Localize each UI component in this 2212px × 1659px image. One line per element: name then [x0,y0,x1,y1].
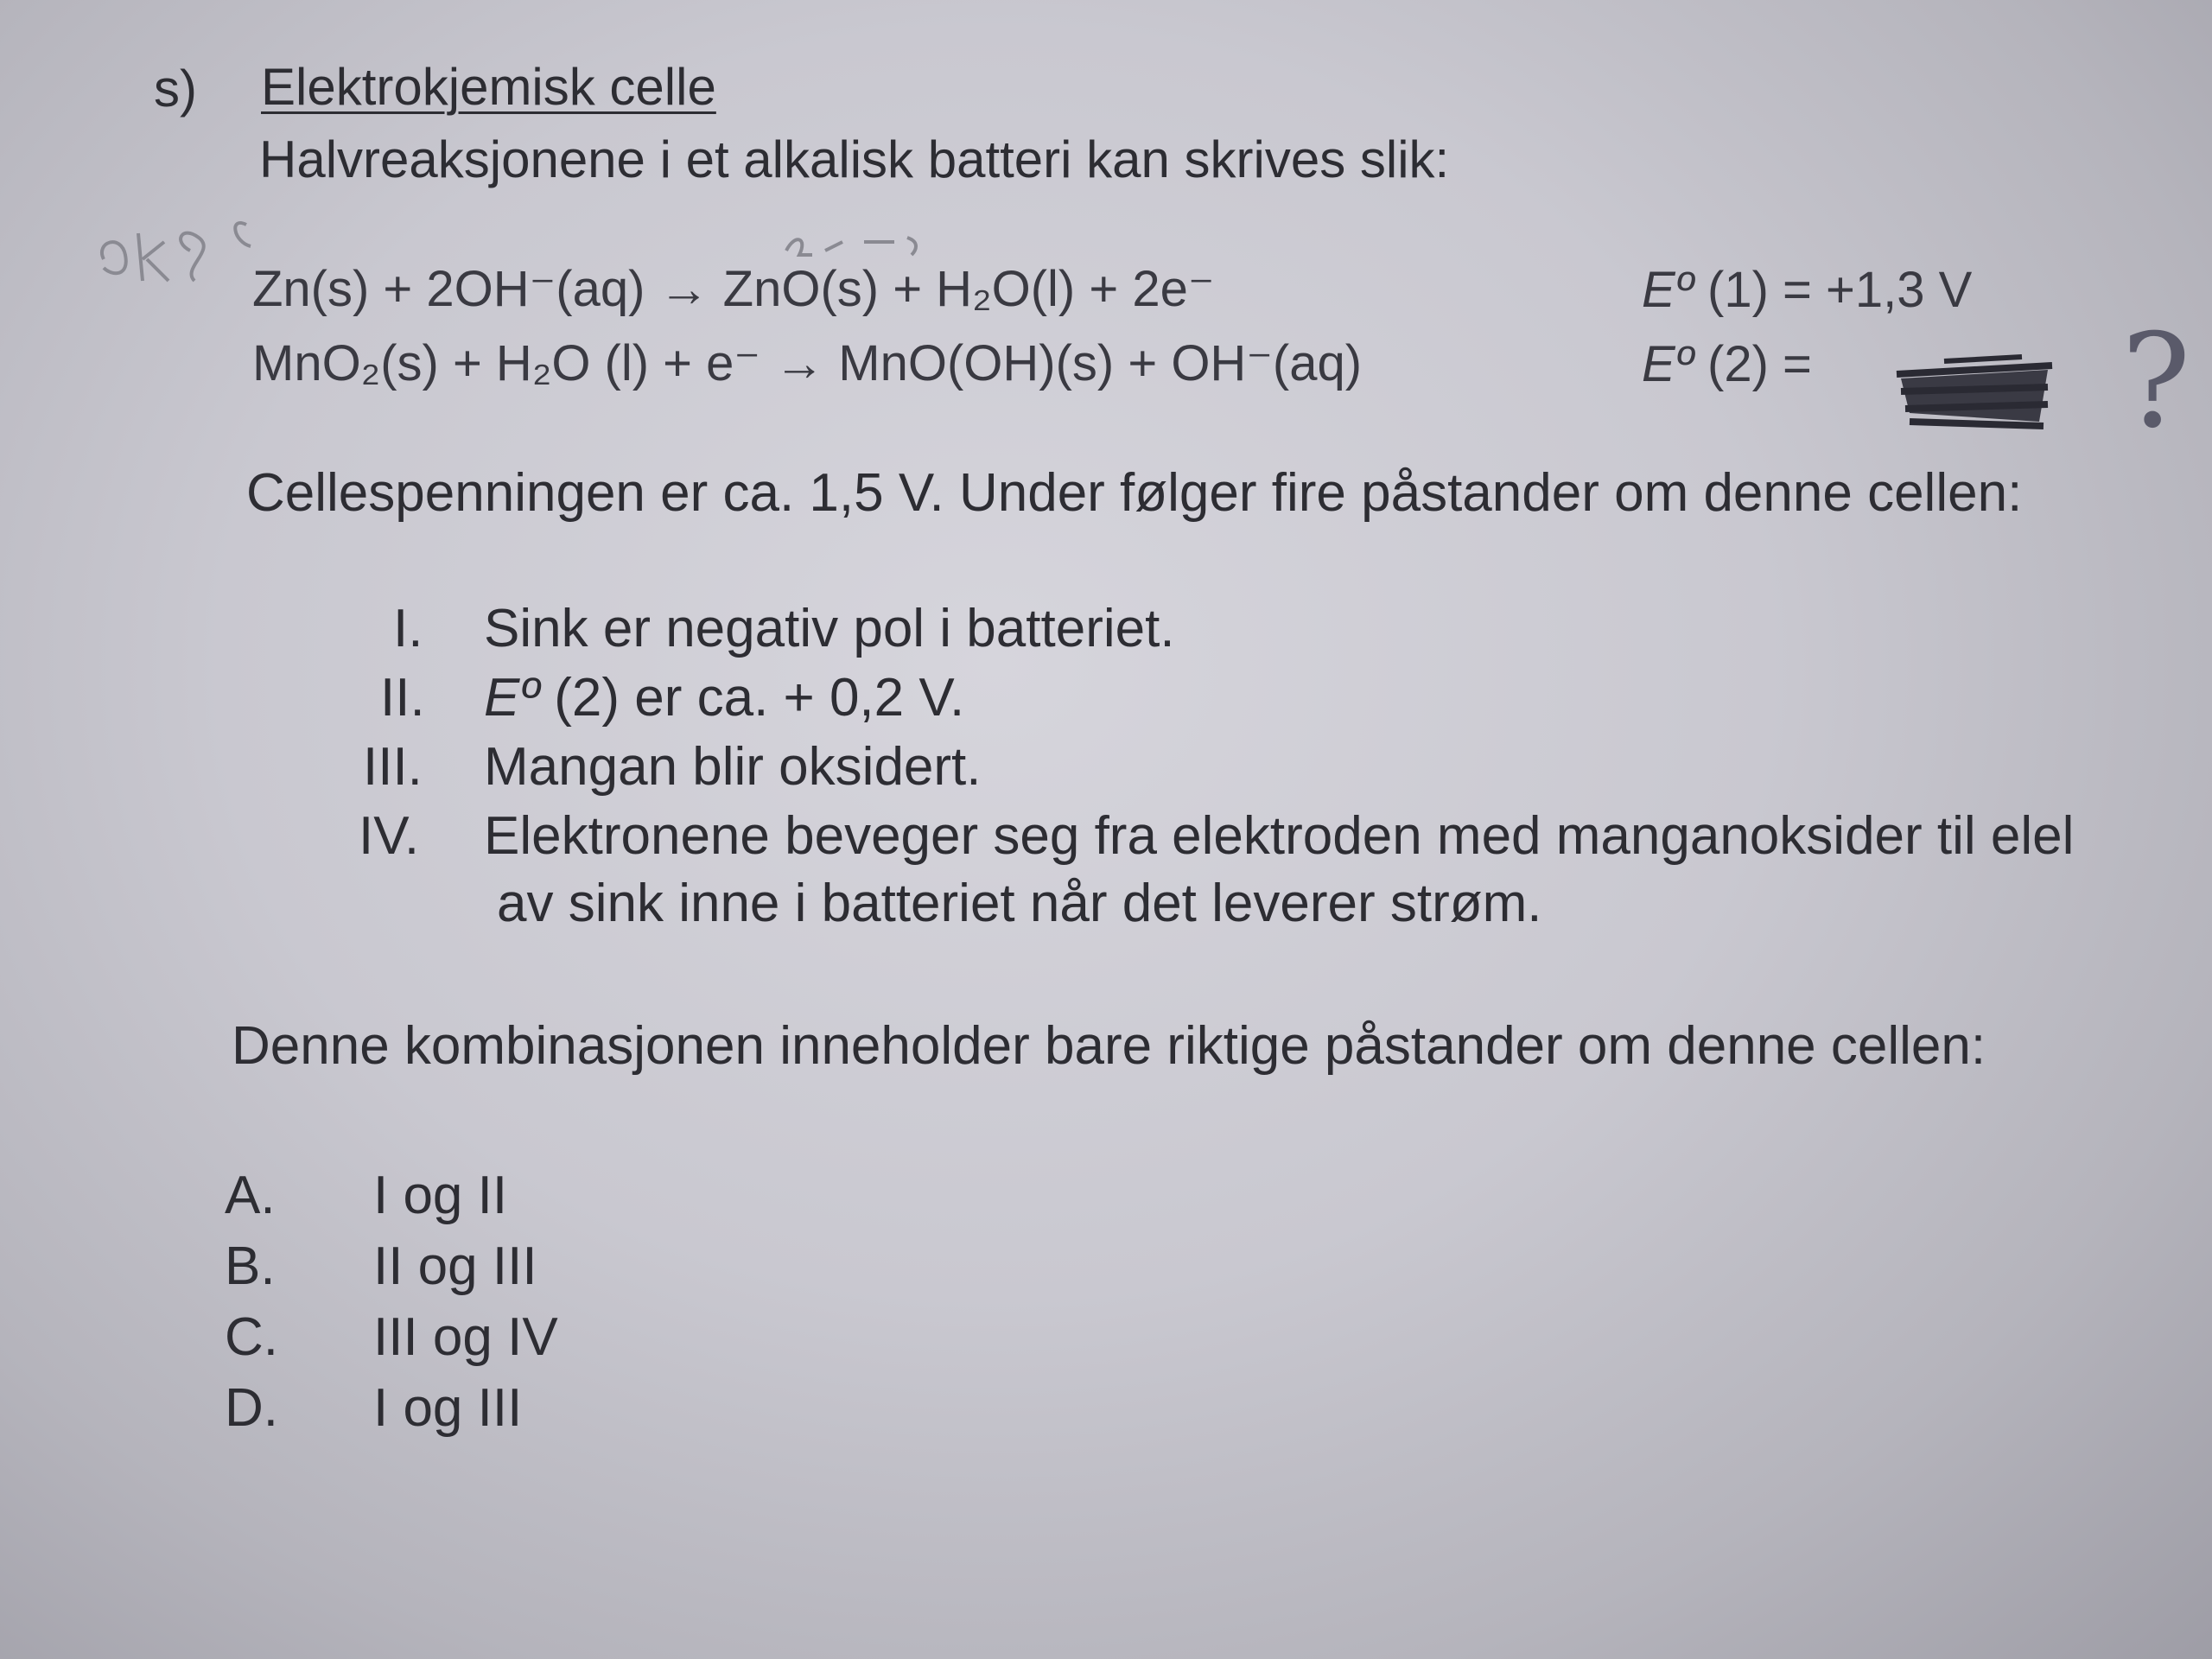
scratched-out-value-icon [1892,344,2056,439]
statement-2-numeral: II. [380,668,425,728]
option-a-letter: A. [225,1166,276,1225]
option-c-letter: C. [225,1307,278,1367]
option-d-text: I og III [373,1378,523,1438]
statement-2-body: (2) er ca. + 0,2 V. [554,668,965,728]
cell-voltage-text: Cellespenningen er ca. 1,5 V. Under følger fire påstander om denne cellen: [246,463,2023,523]
question-text: Denne kombinasjonen inneholder bare riktige påstander om denne cellen: [232,1016,1986,1076]
statement-1-text: Sink er negativ pol i batteriet. [484,599,1175,658]
option-a-text: I og II [373,1166,508,1225]
statement-4-numeral: IV. [359,806,420,866]
e-standard-symbol: Eº [1642,336,1694,392]
statement-4-continuation: av sink inne i batteriet når det leverer strøm. [497,874,1542,933]
statement-3-numeral: III. [363,737,423,797]
handwritten-question-mark: ? [2121,307,2191,457]
reaction-1-potential [1642,261,1972,319]
reaction-1-potential-value: (1) = +1,3 V [1707,262,1973,318]
e-standard-symbol: Eº [484,668,539,728]
reaction-1-equation: Zn(s) + 2OH⁻(aq) → ZnO(s) + H₂O(l) + 2e⁻ [252,261,1215,317]
statement-2-text [484,667,964,728]
option-b-text: II og III [373,1236,537,1296]
section-intro: Halvreaksjonene i et alkalisk batteri kan skrives slik: [259,130,1450,188]
statement-1-numeral: I. [393,599,423,658]
option-d-letter: D. [225,1378,278,1438]
reaction-2-potential-value: (2) = [1707,336,1812,392]
e-standard-symbol: Eº [1642,262,1694,318]
section-label: s) [154,60,197,118]
option-b-letter: B. [225,1236,276,1296]
statement-4-text: Elektronene beveger seg fra elektroden med manganoksider til elel [484,806,2075,866]
statement-3-text: Mangan blir oksidert. [484,737,982,797]
reaction-2-potential [1642,335,1812,393]
section-title: Elektrokjemisk celle [261,58,716,116]
reaction-2-equation: MnO₂(s) + H₂O (l) + e⁻ → MnO(OH)(s) + OH⁻(aq) [252,335,1363,391]
option-c-text: III og IV [373,1307,558,1367]
